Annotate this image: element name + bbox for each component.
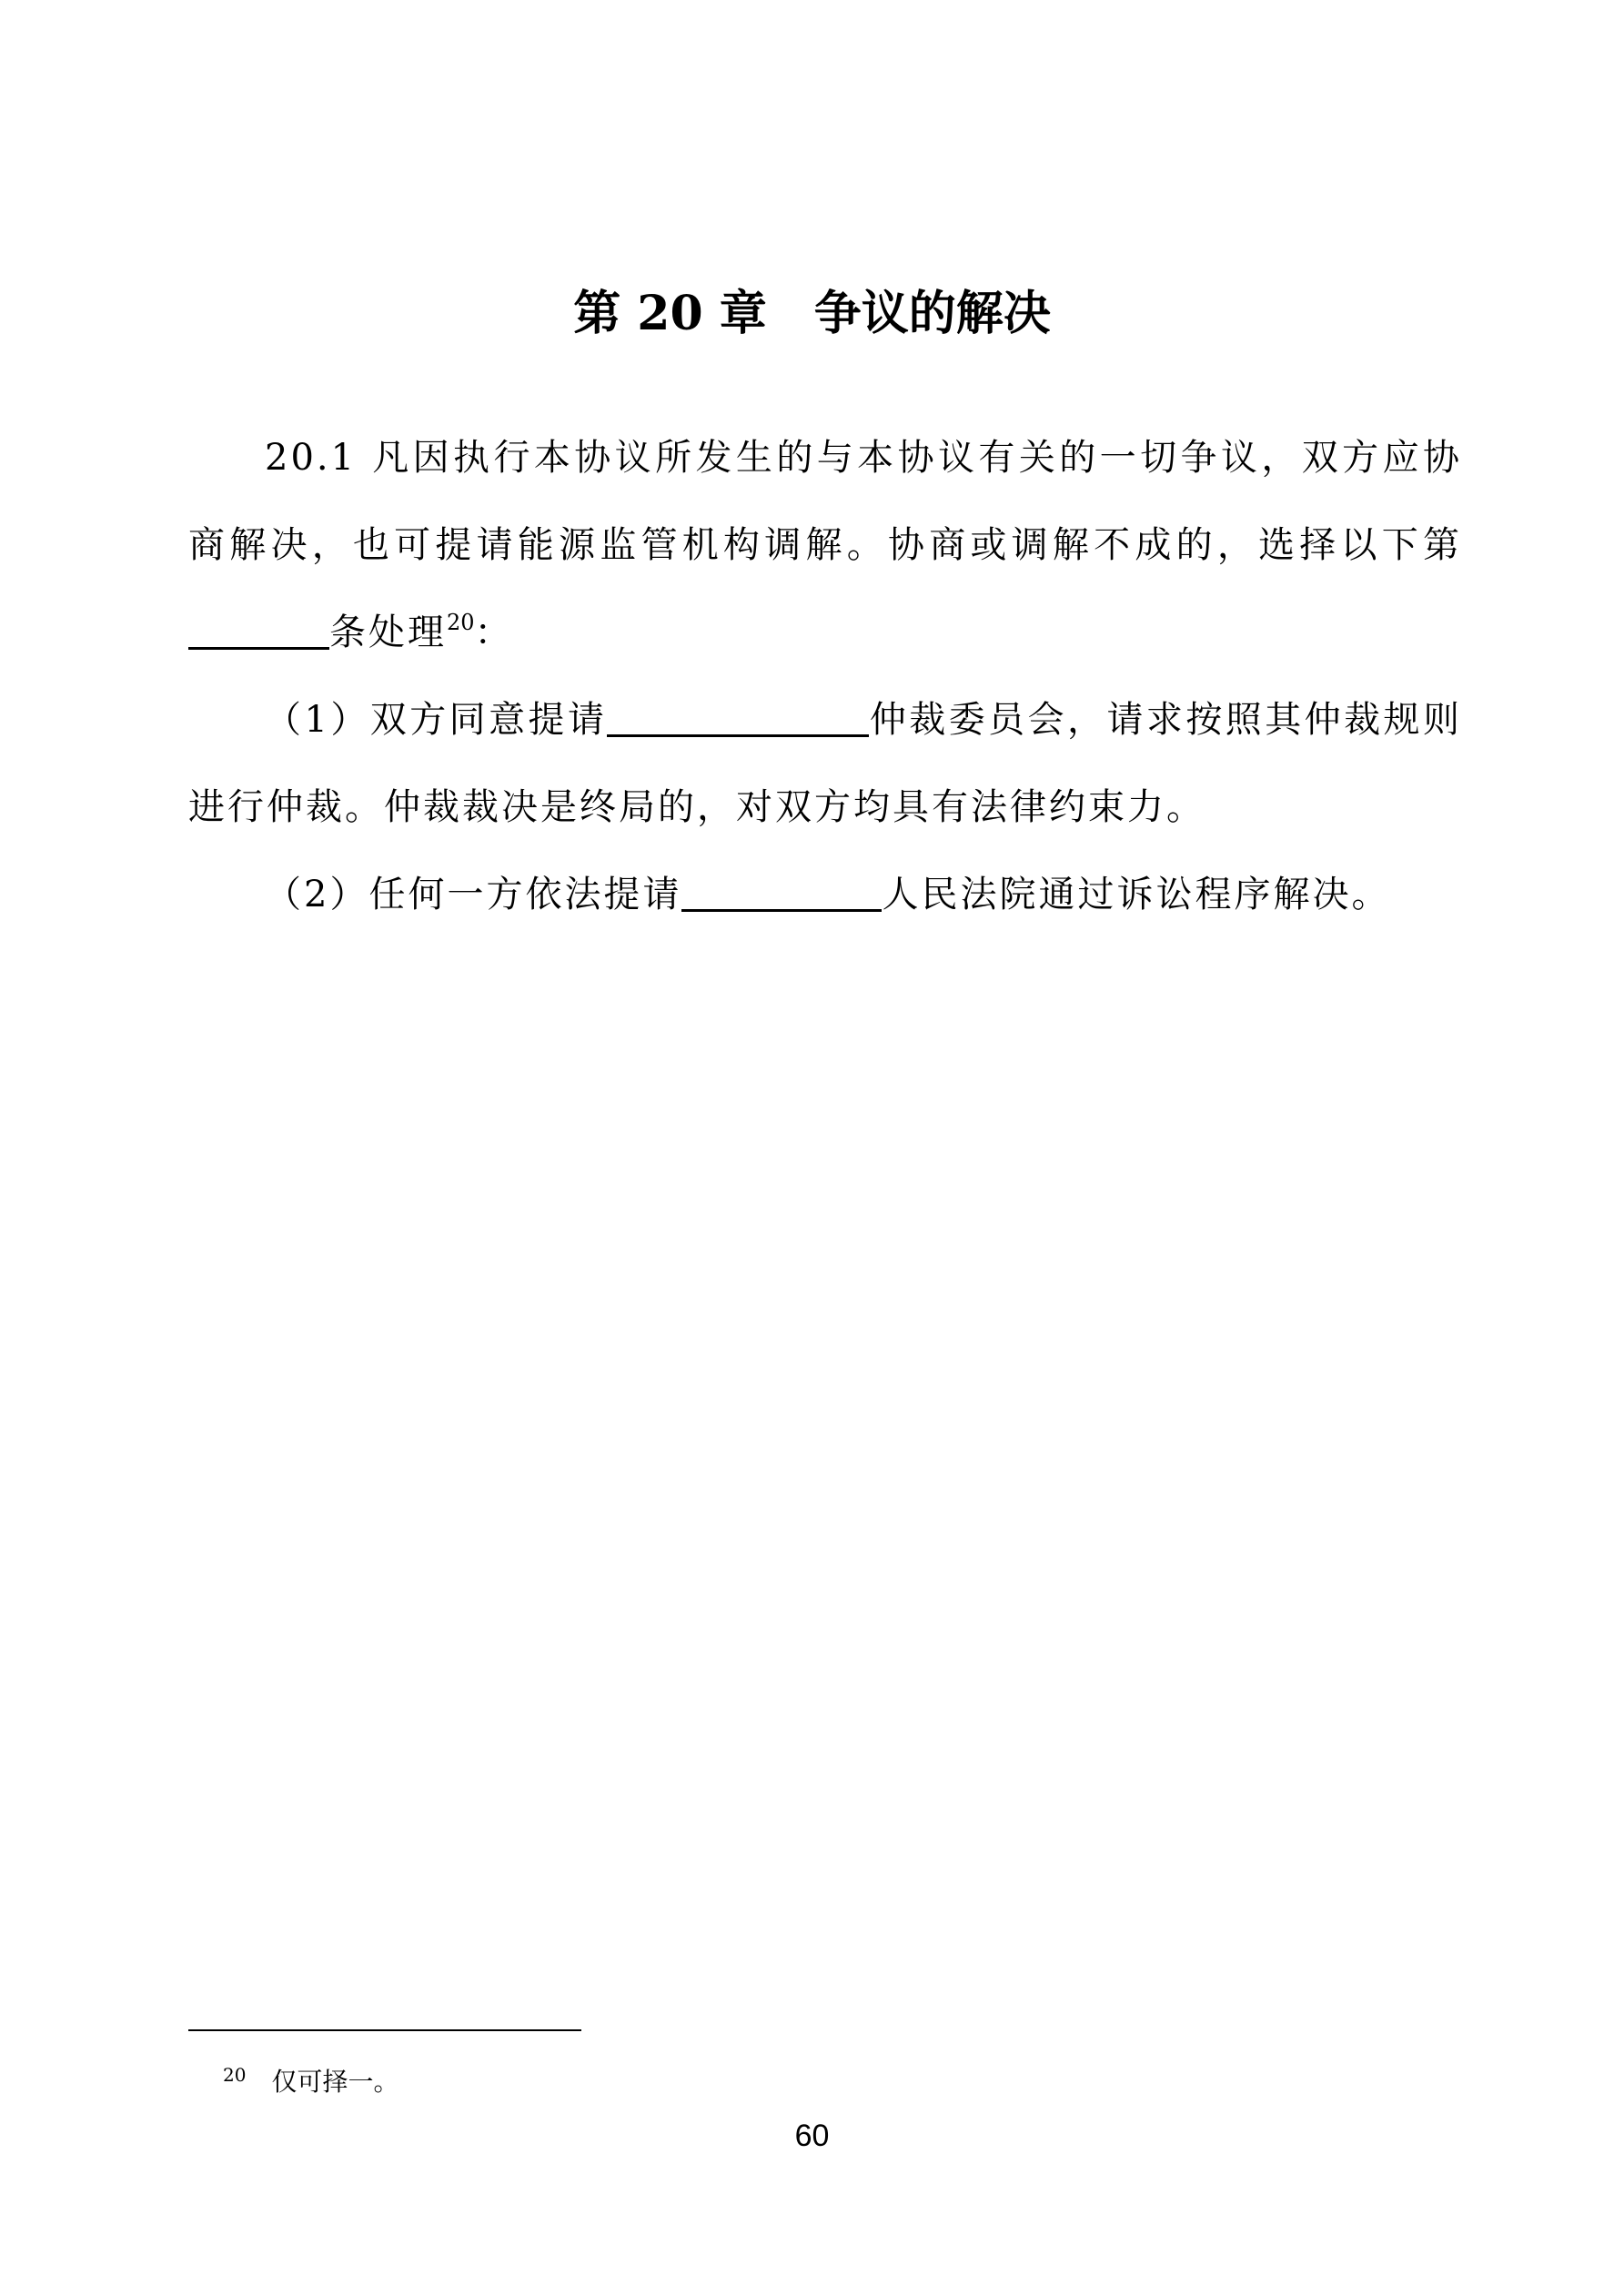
clause-20-1-text: 20.1 凡因执行本协议所发生的与本协议有关的一切争议，双方应协商解决，也可提请能源监管机构调解。协商或调解不成的，选择以下第 <box>188 437 1462 566</box>
clause-number-blank <box>188 611 329 650</box>
option-1-arbitration <box>188 676 1462 851</box>
footnote-separator <box>188 2029 581 2031</box>
page-number: 60 <box>794 2119 830 2153</box>
option-2-litigation <box>188 851 1462 938</box>
clause-20-1-text-after: 条处理 <box>329 612 447 653</box>
clause-20-1-colon: ： <box>474 612 514 653</box>
option-2-text-after: 人民法院通过诉讼程序解决。 <box>882 874 1391 915</box>
chapter-body <box>188 414 1462 938</box>
option-1-text-after: 仲裁委员会，请求按照其仲裁规则进行仲裁。仲裁裁决是终局的，对双方均具有法律约束力。 <box>188 699 1462 828</box>
chapter-title: 第 20 章 争议的解决 <box>573 286 1051 341</box>
option-2-text: （2）任何一方依法提请 <box>265 874 682 915</box>
court-blank <box>681 873 882 912</box>
arbitration-commission-blank <box>607 698 869 737</box>
footnote-text: 仅可择一。 <box>271 2067 399 2097</box>
footnote <box>223 2055 398 2102</box>
clause-20-1 <box>188 414 1462 676</box>
footnote-reference: 20 <box>447 610 475 635</box>
footnote-number: 20 <box>223 2064 247 2086</box>
option-1-text: （1）双方同意提请 <box>265 699 608 741</box>
